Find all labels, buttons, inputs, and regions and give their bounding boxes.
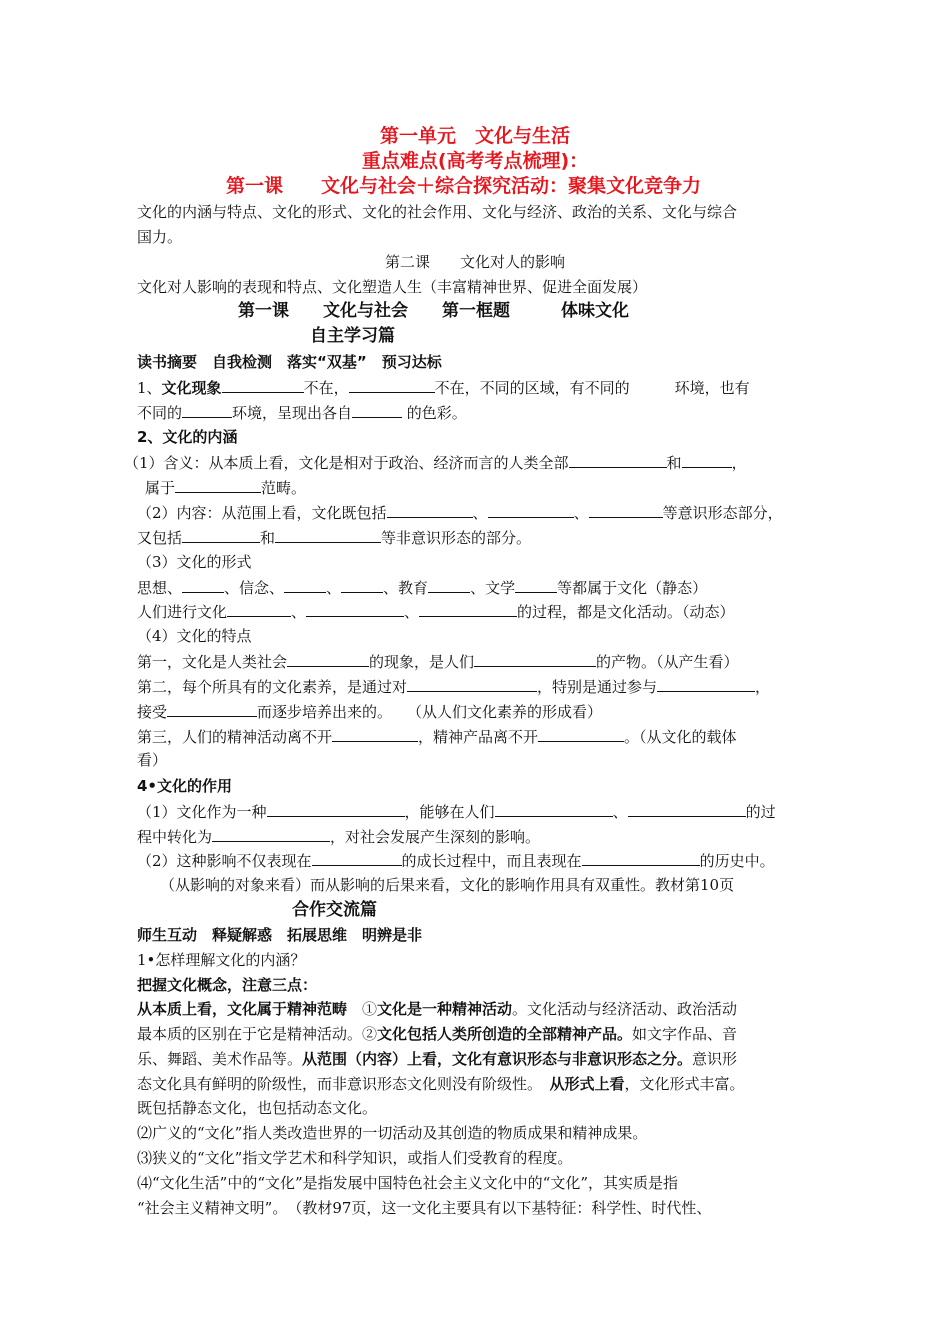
fill-blank[interactable] xyxy=(287,651,369,667)
discussion-line-3 xyxy=(137,1049,737,1069)
summary-line-1: 文化的内涵与特点、文化的形式、文化的社会作用、文化与经济、政治的关系、文化与综合 xyxy=(137,203,738,221)
fill-blank[interactable] xyxy=(312,850,402,866)
q2-text: 第三，人们的精神活动离不开 xyxy=(137,728,333,746)
q2-text: ， xyxy=(755,678,771,696)
q4-line-3 xyxy=(137,850,775,871)
q2-text: 、信念、 xyxy=(224,579,285,597)
fill-blank[interactable] xyxy=(657,676,755,692)
q2-text: 和 xyxy=(260,529,276,547)
q2-text: 第二，每个所具有的文化素养，是通过对 xyxy=(137,678,408,696)
q4-text: （1）文化作为一种 xyxy=(137,803,267,821)
q2-text: 等意识形态部分， xyxy=(662,504,783,522)
discussion-text: 态文化具有鲜明的阶级性，而非意识形态文化则没有阶级性。 xyxy=(137,1075,550,1093)
discussion-text: 意识形 xyxy=(692,1050,738,1068)
q4-text: 、 xyxy=(612,803,628,821)
q1-text: 不同的 xyxy=(137,404,183,422)
q2-text: 而逐步培养出来的。 （从人们文化素养的形成看） xyxy=(257,703,603,721)
fill-blank[interactable] xyxy=(341,577,383,593)
cooperative-heading: 合作交流篇 xyxy=(292,900,377,920)
discussion-text: ① xyxy=(347,1000,378,1018)
q2-text: 接受 xyxy=(137,703,168,721)
discussion-broad: ⑵广义的“文化”指人类改造世界的一切活动及其创造的物质成果和精神成果。 xyxy=(137,1124,648,1142)
q2-text: 的产物。（从产生看） xyxy=(596,653,739,671)
q4-line-2 xyxy=(137,826,540,847)
q1-number: 1、 xyxy=(137,379,162,397)
q2-text: 属于 xyxy=(145,479,176,497)
fill-blank[interactable] xyxy=(175,477,261,493)
fill-blank[interactable] xyxy=(332,726,418,742)
q2-content-line xyxy=(137,502,783,523)
discussion-text: ，文化形式丰富。 xyxy=(624,1075,745,1093)
fill-blank[interactable] xyxy=(306,601,404,617)
discussion-narrow: ⑶狭义的“文化”指文学艺术和科学知识，或指人们受教育的程度。 xyxy=(137,1149,573,1167)
q2-text: 的现象，是人们 xyxy=(369,653,475,671)
q2-text: 、教育 xyxy=(383,579,429,597)
fill-blank[interactable] xyxy=(628,801,746,817)
discussion-culture-life-2: “社会主义精神文明”。 （教材97页，这一文化主要具有以下基特征：科学性、时代性、 xyxy=(137,1199,712,1217)
q2-text: 等非意识形态的部分。 xyxy=(381,529,532,547)
fill-blank[interactable] xyxy=(428,577,470,593)
discussion-line-5: 既包括静态文化，也包括动态文化。 xyxy=(137,1099,378,1117)
q2-forms-heading: （3）文化的形式 xyxy=(137,553,252,571)
fill-blank[interactable] xyxy=(582,850,700,866)
q2-text: 、 xyxy=(573,504,589,522)
discussion-text: 。文化活动与经济活动、政治活动 xyxy=(512,1000,738,1018)
q1-keyword: 文化现象 xyxy=(161,379,222,397)
q2-text: 、文学 xyxy=(470,579,516,597)
q2-text: 等都属于文化（静态） xyxy=(557,579,708,597)
q4-text: 的成长过程中，而且表现在 xyxy=(401,852,582,870)
fill-blank[interactable] xyxy=(284,577,326,593)
fill-blank[interactable] xyxy=(167,701,257,717)
q4-line-1 xyxy=(137,801,776,822)
q4-heading: 4•文化的作用 xyxy=(137,777,233,795)
q4-text: ，能够在人们 xyxy=(404,803,495,821)
q2-text: 范畴。 xyxy=(261,479,307,497)
q4-line-4: （从影响的对象来看）而从影响的后果来看，文化的影响作用具有双重性。教材第10页 xyxy=(160,876,735,894)
q1-text: 的色彩。 xyxy=(402,404,467,422)
self-study-heading: 自主学习篇 xyxy=(310,326,395,346)
discussion-line-4 xyxy=(137,1074,745,1094)
fill-blank[interactable] xyxy=(515,577,557,593)
q2-meaning-line-2 xyxy=(145,477,306,498)
q4-text: ，对社会发展产生深刻的影响。 xyxy=(330,828,541,846)
fill-blank[interactable] xyxy=(267,801,405,817)
fill-blank[interactable] xyxy=(227,601,291,617)
q2-trait-3b: 看） xyxy=(137,751,168,769)
discussion-line-1 xyxy=(137,999,737,1019)
discussion-line-2 xyxy=(137,1024,737,1044)
fill-blank[interactable] xyxy=(474,651,596,667)
q2-text: 人们进行文化 xyxy=(137,603,228,621)
fill-blank[interactable] xyxy=(212,826,330,842)
fill-blank[interactable] xyxy=(407,676,537,692)
discussion-bold: 从形式上看 xyxy=(549,1075,625,1093)
fill-blank[interactable] xyxy=(538,726,624,742)
q2-forms-line xyxy=(137,577,707,598)
q2-trait-3 xyxy=(137,726,737,747)
discussion-bold: 从范围（内容）上看，文化有意识形态与非意识形态之分。 xyxy=(302,1050,693,1068)
q2-forms-line-2 xyxy=(137,601,735,622)
lesson2-title: 第二课 文化对人的影响 xyxy=(384,253,565,271)
q2-text: 、 xyxy=(326,579,342,597)
fill-blank[interactable] xyxy=(495,801,613,817)
unit-title: 第一单元 文化与生活 xyxy=(379,125,570,147)
q2-text: 、 xyxy=(291,603,307,621)
q2-meaning-line xyxy=(124,452,747,473)
q2-text: 、 xyxy=(472,504,488,522)
summary-line-2: 国力。 xyxy=(137,228,183,246)
q2-text: 。（从文化的载体 xyxy=(624,728,737,746)
discussion-bold: 从本质上看，文化属于精神范畴 xyxy=(137,1000,348,1018)
q2-trait-2b xyxy=(137,701,602,722)
coop-tags: 师生互动 释疑解惑 拓展思维 明辨是非 xyxy=(137,926,423,944)
q1-line-1 xyxy=(137,377,750,398)
discussion-culture-life: ⑷“文化生活”中的“文化”是指发展中国特色社会主义文化中的“文化”，其实质是指 xyxy=(137,1174,679,1192)
q2-text: （1）含义：从本质上看，文化是相对于政治、经济而言的人类全部 xyxy=(124,454,569,472)
fill-blank[interactable] xyxy=(589,502,663,518)
section-heading: 第一课 文化与社会 第一框题 体味文化 xyxy=(238,301,629,321)
q4-text: （2）这种影响不仅表现在 xyxy=(137,852,312,870)
q2-content-line-2 xyxy=(137,527,531,548)
fill-blank[interactable] xyxy=(352,402,402,418)
q2-text: 第一，文化是人类社会 xyxy=(137,653,288,671)
fill-blank[interactable] xyxy=(222,377,304,393)
lesson1-title: 第一课 文化与社会＋综合探究活动：聚集文化竞争力 xyxy=(226,175,702,197)
summary-line-3: 文化对人影响的表现和特点、文化塑造人生（丰富精神世界、促进全面发展） xyxy=(137,278,648,296)
fill-blank[interactable] xyxy=(387,502,473,518)
fill-blank[interactable] xyxy=(349,377,435,393)
discussion-bold: 文化是一种精神活动 xyxy=(377,1000,513,1018)
q2-trait-1 xyxy=(137,651,739,672)
discussion-bold: 文化包括人类所创造的全部精神产品。 xyxy=(377,1025,633,1043)
fill-blank[interactable] xyxy=(419,601,517,617)
q2-text: ，精神产品离不开 xyxy=(418,728,539,746)
study-tags: 读书摘要 自我检测 落实“双基” 预习达标 xyxy=(137,353,442,371)
discussion-text: 乐、舞蹈、美术作品等。 xyxy=(137,1050,303,1068)
q4-text: 程中转化为 xyxy=(137,828,213,846)
q4-text: 的过 xyxy=(745,803,776,821)
discussion-question: 1•怎样理解文化的内涵？ xyxy=(137,951,306,969)
fill-blank[interactable] xyxy=(182,402,232,418)
q2-text: 和 xyxy=(666,454,682,472)
fill-blank[interactable] xyxy=(569,452,667,468)
q2-trait-2 xyxy=(137,676,770,697)
focus-title: 重点难点(高考考点梳理)： xyxy=(361,150,589,172)
q1-text: 不在，不同的区域，有不同的 环境，也有 xyxy=(434,379,750,397)
fill-blank[interactable] xyxy=(182,577,224,593)
q2-text: （2）内容：从范围上看，文化既包括 xyxy=(137,504,387,522)
q2-traits-heading: （4）文化的特点 xyxy=(137,627,252,645)
q2-text: 、 xyxy=(404,603,420,621)
q2-text: 又包括 xyxy=(137,529,183,547)
q2-text: ， xyxy=(731,454,747,472)
q4-text: 的历史中。 xyxy=(699,852,775,870)
q1-line-2 xyxy=(137,402,467,423)
fill-blank[interactable] xyxy=(682,452,732,468)
discussion-text: 如文字作品、音 xyxy=(632,1025,738,1043)
discussion-text: 最本质的区别在于它是精神活动。② xyxy=(137,1025,378,1043)
discussion-grasp: 把握文化概念，注意三点： xyxy=(137,976,318,994)
q1-text: 不在， xyxy=(303,379,349,397)
fill-blank[interactable] xyxy=(275,527,381,543)
q2-text: 思想、 xyxy=(137,579,183,597)
fill-blank[interactable] xyxy=(488,502,574,518)
q2-text: ，特别是通过参与 xyxy=(537,678,658,696)
q2-heading: 2、文化的内涵 xyxy=(137,428,238,446)
fill-blank[interactable] xyxy=(182,527,260,543)
q1-text: 环境，呈现出各自 xyxy=(232,404,353,422)
q2-text: 的过程，都是文化活动。（动态） xyxy=(517,603,735,621)
